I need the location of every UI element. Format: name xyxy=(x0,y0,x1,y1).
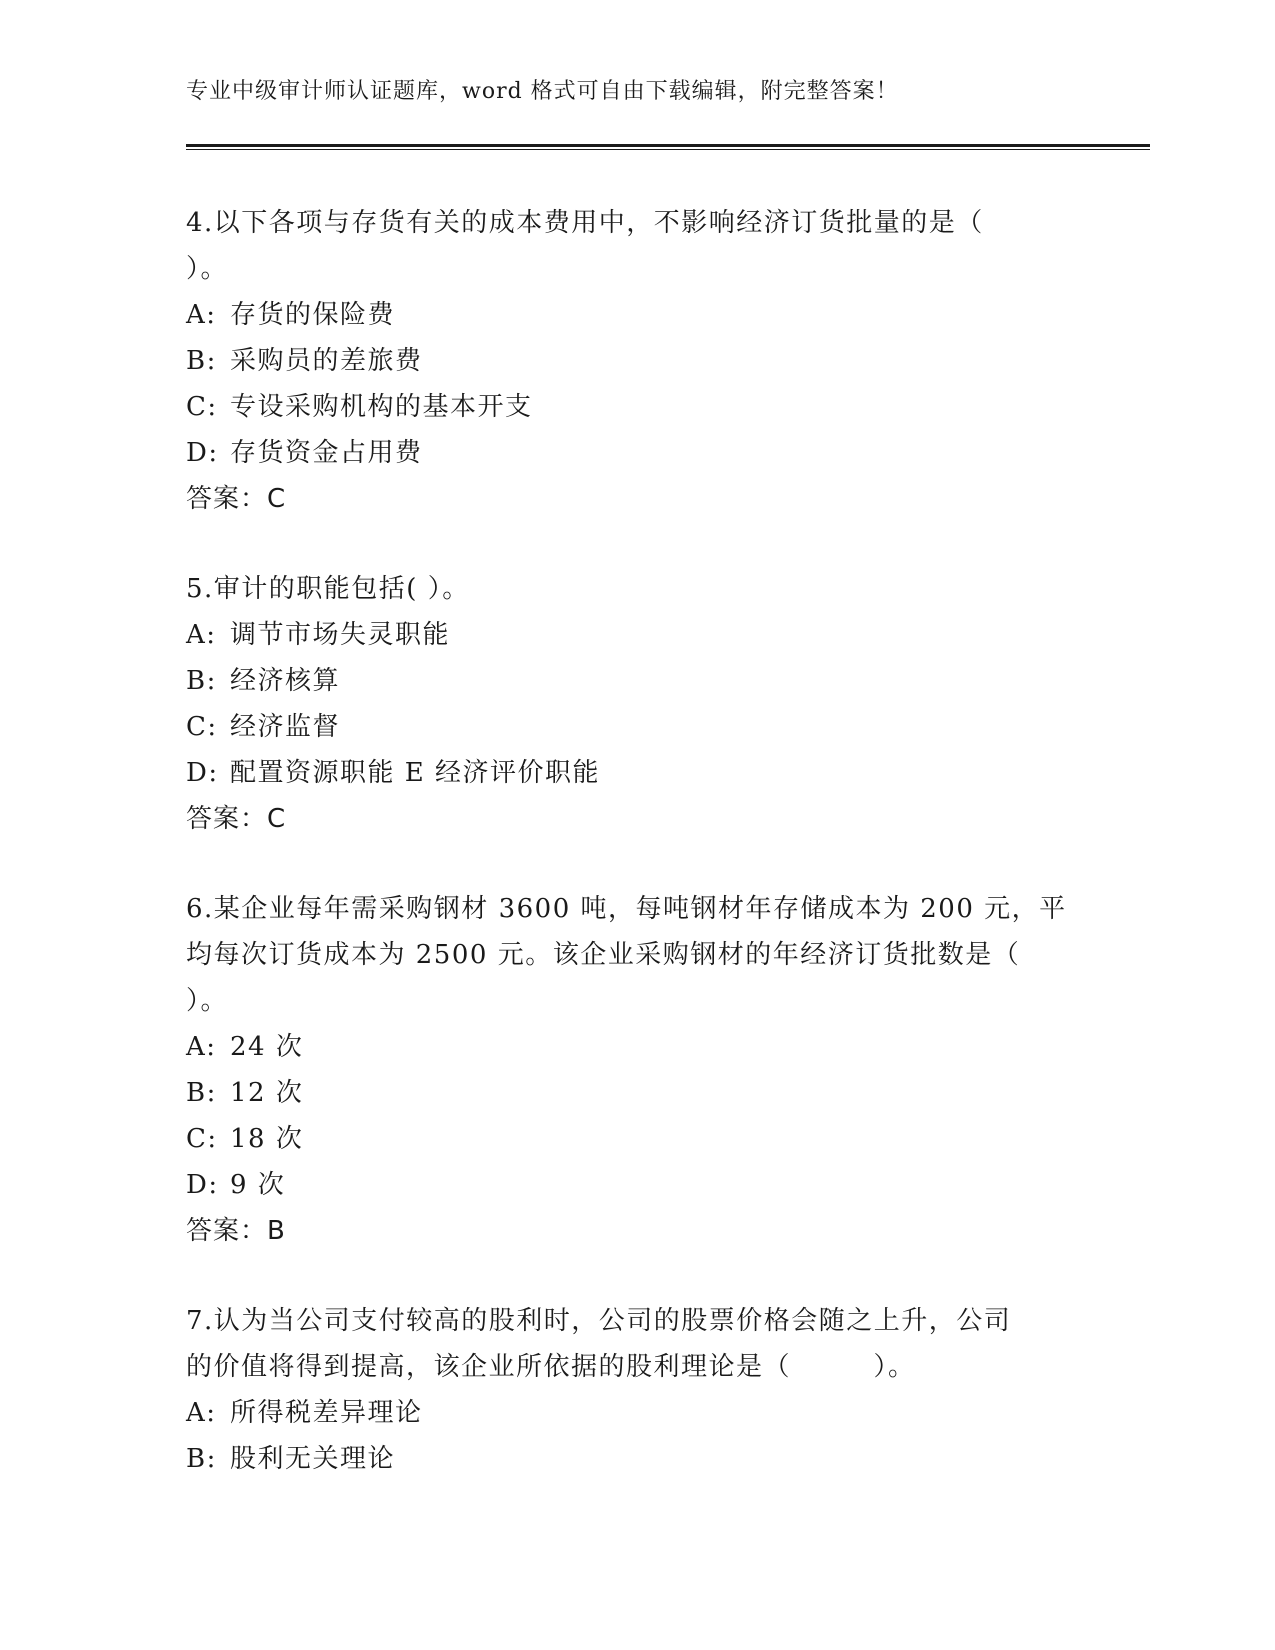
option-text: 所得税差异理论 xyxy=(230,1398,423,1428)
option-text: 股利无关理论 xyxy=(230,1444,396,1474)
option-c xyxy=(186,1116,1086,1162)
option-text: 存货资金占用费 xyxy=(230,438,423,468)
option-d xyxy=(186,750,1086,796)
option-key: D: xyxy=(186,758,219,788)
option-text: 存货的保险费 xyxy=(230,300,396,330)
option-key: D: xyxy=(186,438,219,468)
option-text: 经济监督 xyxy=(230,712,341,742)
option-key: B: xyxy=(186,1078,217,1108)
option-a xyxy=(186,612,1086,658)
option-text: 采购员的差旅费 xyxy=(230,346,423,376)
question-stem-line: ）。 xyxy=(186,986,229,1016)
option-a xyxy=(186,292,1086,338)
option-b xyxy=(186,658,1086,704)
option-d xyxy=(186,430,1086,476)
question-stem-line: 5.审计的职能包括( ）。 xyxy=(186,574,470,604)
option-b xyxy=(186,1070,1086,1116)
option-text: 配置资源职能 E 经济评价职能 xyxy=(230,758,601,788)
question-stem-line: 均每次订货成本为 2500 元。该企业采购钢材的年经济订货批数是（ xyxy=(186,940,1021,970)
question-7 xyxy=(186,1298,1086,1482)
option-c xyxy=(186,384,1086,430)
option-a xyxy=(186,1390,1086,1436)
option-key: C: xyxy=(186,392,218,422)
option-key: B: xyxy=(186,666,217,696)
option-text: 9 次 xyxy=(230,1170,286,1200)
option-key: C: xyxy=(186,1124,218,1154)
answer-line: 答案：C xyxy=(186,484,287,514)
question-stem-line: 6.某企业每年需采购钢材 3600 吨，每吨钢材年存储成本为 200 元，平 xyxy=(186,894,1067,924)
question-stem-line: 的价值将得到提高，该企业所依据的股利理论是（ ）。 xyxy=(186,1352,916,1382)
option-d xyxy=(186,1162,1086,1208)
option-key: A: xyxy=(186,1032,217,1062)
option-b xyxy=(186,1436,1086,1482)
option-key: B: xyxy=(186,346,217,376)
question-6 xyxy=(186,886,1086,1254)
header-divider-thin xyxy=(186,149,1150,150)
option-text: 专设采购机构的基本开支 xyxy=(230,392,533,422)
answer-line: 答案：B xyxy=(186,1216,286,1246)
question-stem-line: 7.认为当公司支付较高的股利时，公司的股票价格会随之上升，公司 xyxy=(186,1306,1012,1336)
question-stem-line: 4.以下各项与存货有关的成本费用中，不影响经济订货批量的是（ xyxy=(186,208,984,238)
option-text: 12 次 xyxy=(230,1078,304,1108)
option-key: A: xyxy=(186,620,217,650)
option-text: 调节市场失灵职能 xyxy=(230,620,451,650)
option-text: 18 次 xyxy=(230,1124,304,1154)
option-b xyxy=(186,338,1086,384)
question-4 xyxy=(186,200,1086,522)
option-text: 经济核算 xyxy=(230,666,341,696)
question-5 xyxy=(186,566,1086,842)
option-text: 24 次 xyxy=(230,1032,304,1062)
option-a xyxy=(186,1024,1086,1070)
header-divider-thick xyxy=(186,144,1150,147)
page-header: 专业中级审计师认证题库，word 格式可自由下载编辑，附完整答案！ xyxy=(186,79,899,104)
option-key: C: xyxy=(186,712,218,742)
question-stem-line: ）。 xyxy=(186,254,229,284)
question-list xyxy=(186,200,1086,1526)
option-key: D: xyxy=(186,1170,219,1200)
answer-line: 答案：C xyxy=(186,804,287,834)
option-key: A: xyxy=(186,300,217,330)
option-key: A: xyxy=(186,1398,217,1428)
option-key: B: xyxy=(186,1444,217,1474)
option-c xyxy=(186,704,1086,750)
